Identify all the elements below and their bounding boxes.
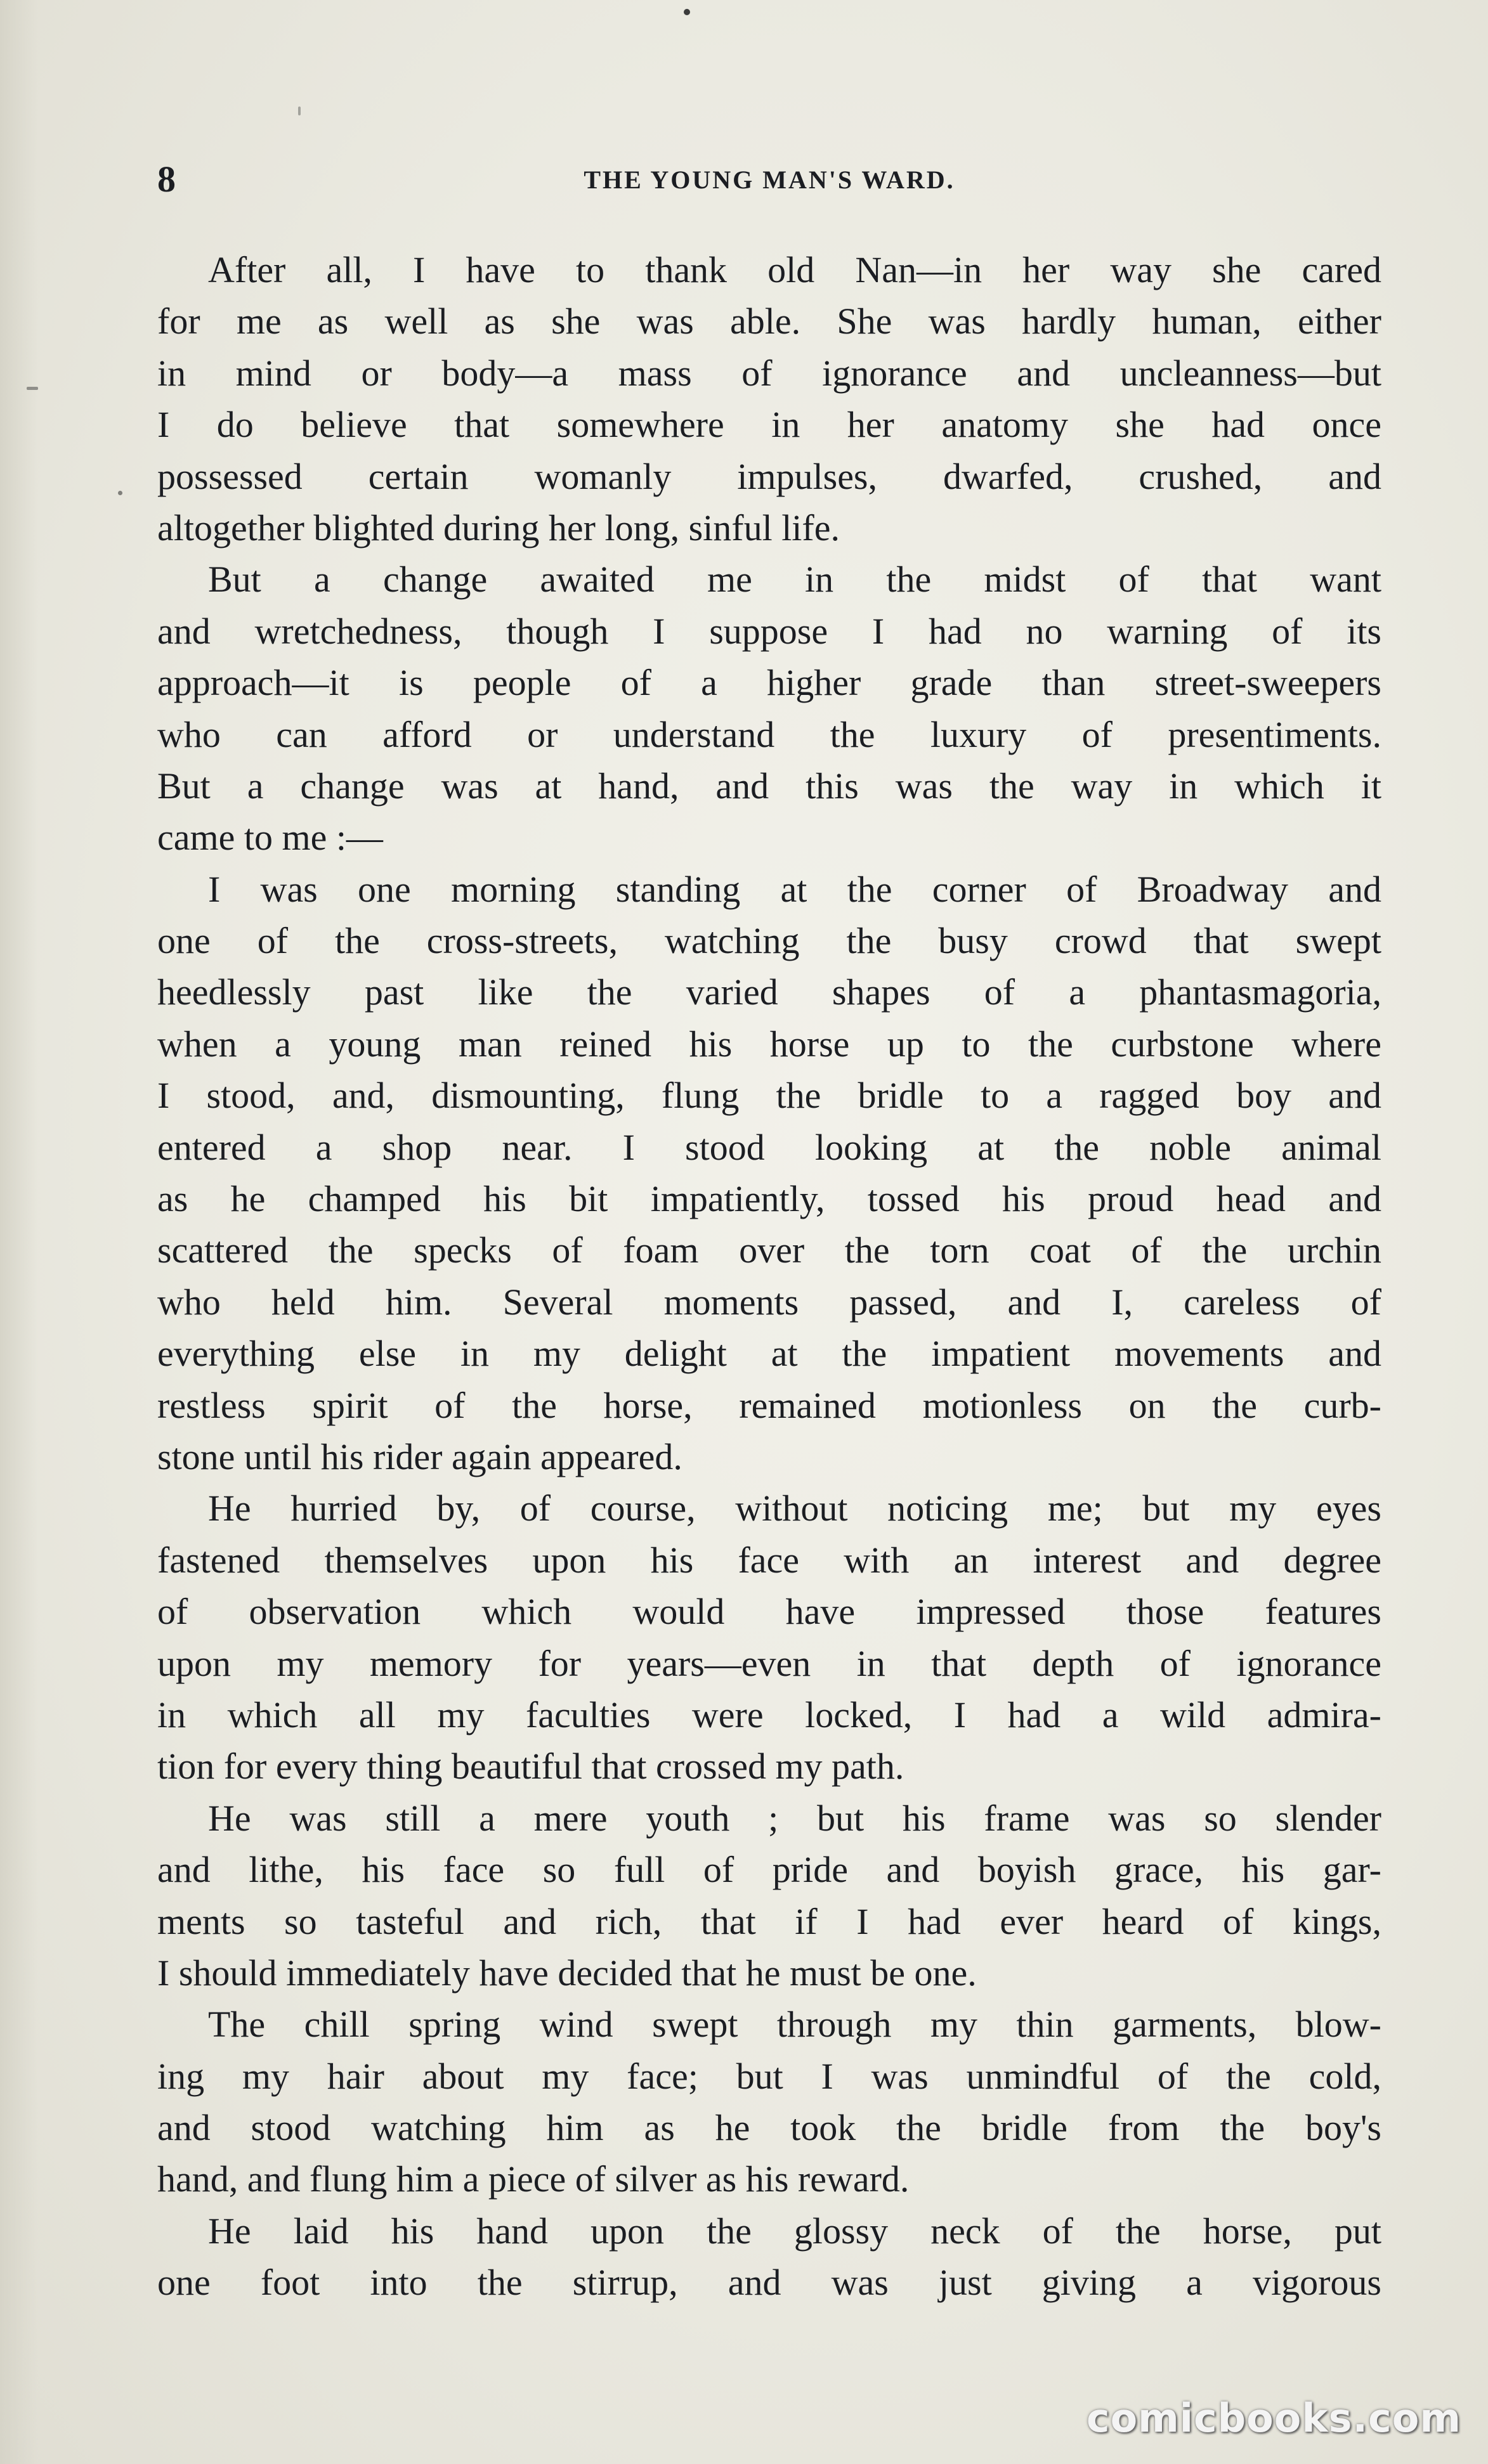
ink-speck (27, 387, 38, 390)
text-line: The chill spring wind swept through my thin garments, blow- (208, 2004, 1381, 2046)
text-line: possessed certain womanly impulses, dwarfed, crushed, and (157, 455, 1381, 497)
text-line: scattered the specks of foam over the torn coat of the urchin (157, 1229, 1381, 1271)
text-line: hand, and flung him a piece of silver as his reward. (157, 2158, 910, 2200)
text-line: when a young man reined his horse up to the curbstone where (157, 1023, 1381, 1065)
text-line: in which all my faculties were locked, I had a wild admira- (157, 1694, 1381, 1735)
text-line: He was still a mere youth ; but his frame was so slender (208, 1797, 1381, 1839)
text-line: entered a shop near. I stood looking at the noble animal (157, 1126, 1381, 1168)
text-line: But a change was at hand, and this was the way in which it (157, 765, 1381, 807)
running-title: THE YOUNG MAN'S WARD. (584, 165, 955, 194)
text-line: I stood, and, dismounting, flung the bridle to a ragged boy and (157, 1075, 1381, 1117)
text-line: heedlessly past like the varied shapes of a phantasmagoria, (157, 971, 1381, 1013)
page-edge-shadow (0, 0, 38, 2464)
page-number: 8 (157, 159, 176, 200)
text-line: and lithe, his face so full of pride and boyish grace, his gar- (157, 1849, 1381, 1891)
text-line: came to me :— (157, 817, 383, 859)
text-line: fastened themselves upon his face with an interest and degree (157, 1539, 1381, 1581)
text-line: one foot into the stirrup, and was just giving a vigorous (157, 2262, 1381, 2304)
text-line: ing my hair about my face; but I was unmindful of the cold, (157, 2055, 1381, 2097)
watermark: comicbooks.com (1086, 2395, 1461, 2441)
text-line: as he champed his bit impatiently, tossed his proud head and (157, 1178, 1381, 1220)
text-line: tion for every thing beautiful that crossed my path. (157, 1746, 904, 1787)
text-line: approach—it is people of a higher grade than street-sweepers (157, 662, 1381, 704)
text-line: one of the cross-streets, watching the busy crowd that swept (157, 920, 1381, 962)
body-text (157, 244, 1381, 2309)
text-line: He hurried by, of course, without noticing me; but my eyes (208, 1488, 1381, 1529)
text-line: everything else in my delight at the impatient movements and (157, 1333, 1381, 1375)
text-line: in mind or body—a mass of ignorance and uncleanness—but (157, 352, 1381, 394)
text-line: upon my memory for years—even in that depth of ignorance (157, 1642, 1381, 1684)
text-line: ments so tasteful and rich, that if I had ever heard of kings, (157, 1900, 1381, 1942)
text-line: I was one morning standing at the corner of Broadway and (208, 868, 1381, 910)
text-line: But a change awaited me in the midst of that want (208, 559, 1381, 600)
text-line: He laid his hand upon the glossy neck of the horse, put (208, 2210, 1381, 2252)
text-line: who can afford or understand the luxury of presentiments. (157, 713, 1381, 755)
text-line: and wretchedness, though I suppose I had no warning of its (157, 610, 1381, 652)
text-line: I do believe that somewhere in her anatomy she had once (157, 404, 1381, 446)
text-line: I should immediately have decided that he must be one. (157, 1952, 977, 1994)
text-line: of observation which would have impressed those features (157, 1591, 1381, 1633)
text-line: and stood watching him as he took the bridle from the boy's (157, 2107, 1381, 2149)
ink-speck (298, 107, 301, 115)
text-line: stone until his rider again appeared. (157, 1436, 682, 1477)
ink-speck (118, 491, 122, 495)
ink-speck (684, 9, 690, 15)
text-line: who held him. Several moments passed, and I, careless of (157, 1281, 1381, 1323)
text-line: restless spirit of the horse, remained motionless on the curb- (157, 1384, 1381, 1426)
text-line: altogether blighted during her long, sinful life. (157, 507, 840, 548)
text-line: for me as well as she was able. She was hardly human, either (157, 301, 1381, 342)
page-header (157, 157, 1381, 202)
text-line: After all, I have to thank old Nan—in her way she cared (208, 249, 1381, 290)
